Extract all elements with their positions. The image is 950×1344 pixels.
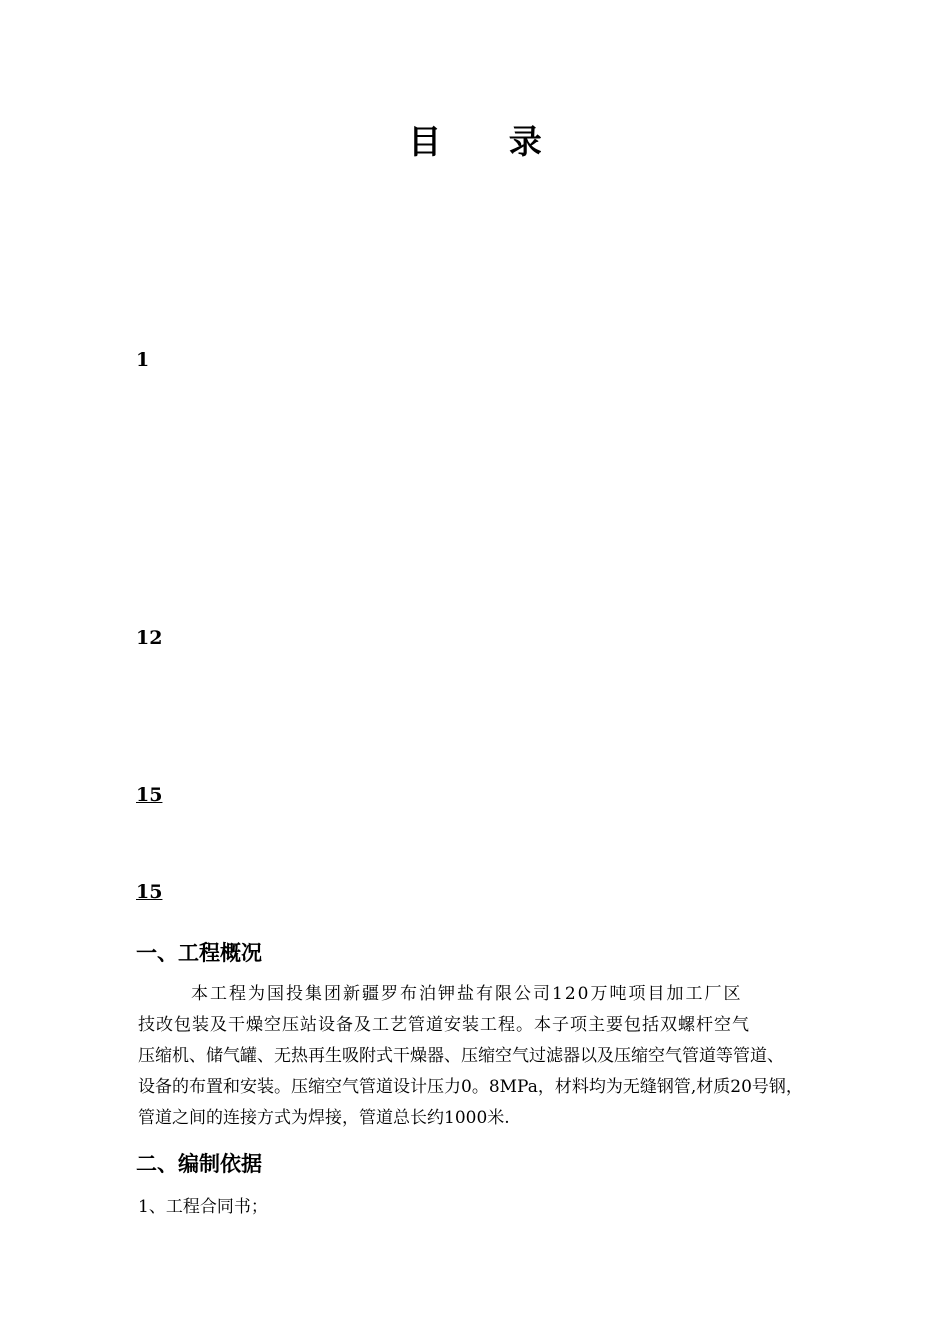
section-basis-body [138,1192,873,1223]
section-heading-overview: 一、工程概况 [136,941,262,965]
paragraph-line: 本工程为国投集团新疆罗布泊钾盐有限公司120万吨项目加工厂区 [191,984,743,1004]
toc-title: 目 录 [408,122,570,161]
paragraph-line: 管道之间的连接方式为焊接，管道总长约1000米. [138,1108,510,1128]
paragraph-line: 设备的布置和安装。压缩空气管道设计压力0。8MPa，材料均为无缝钢管,材质20号钢， [138,1077,803,1097]
section-heading-basis: 二、编制依据 [136,1152,262,1176]
toc-entry-page: 15 [136,881,163,903]
paragraph-line: 压缩机、储气罐、无热再生吸附式干燥器、压缩空气过滤器以及压缩空气管道等管道、 [138,1046,784,1066]
toc-entry-page: 15 [136,784,163,806]
paragraph-line: 技改包装及干燥空压站设备及工艺管道安装工程。本子项主要包括双螺杆空气 [138,1015,750,1035]
toc-entry-page: 12 [136,627,163,649]
list-item: 1、工程合同书； [138,1197,268,1217]
toc-entry-page: 1 [136,349,150,371]
section-overview-body [138,979,873,1134]
